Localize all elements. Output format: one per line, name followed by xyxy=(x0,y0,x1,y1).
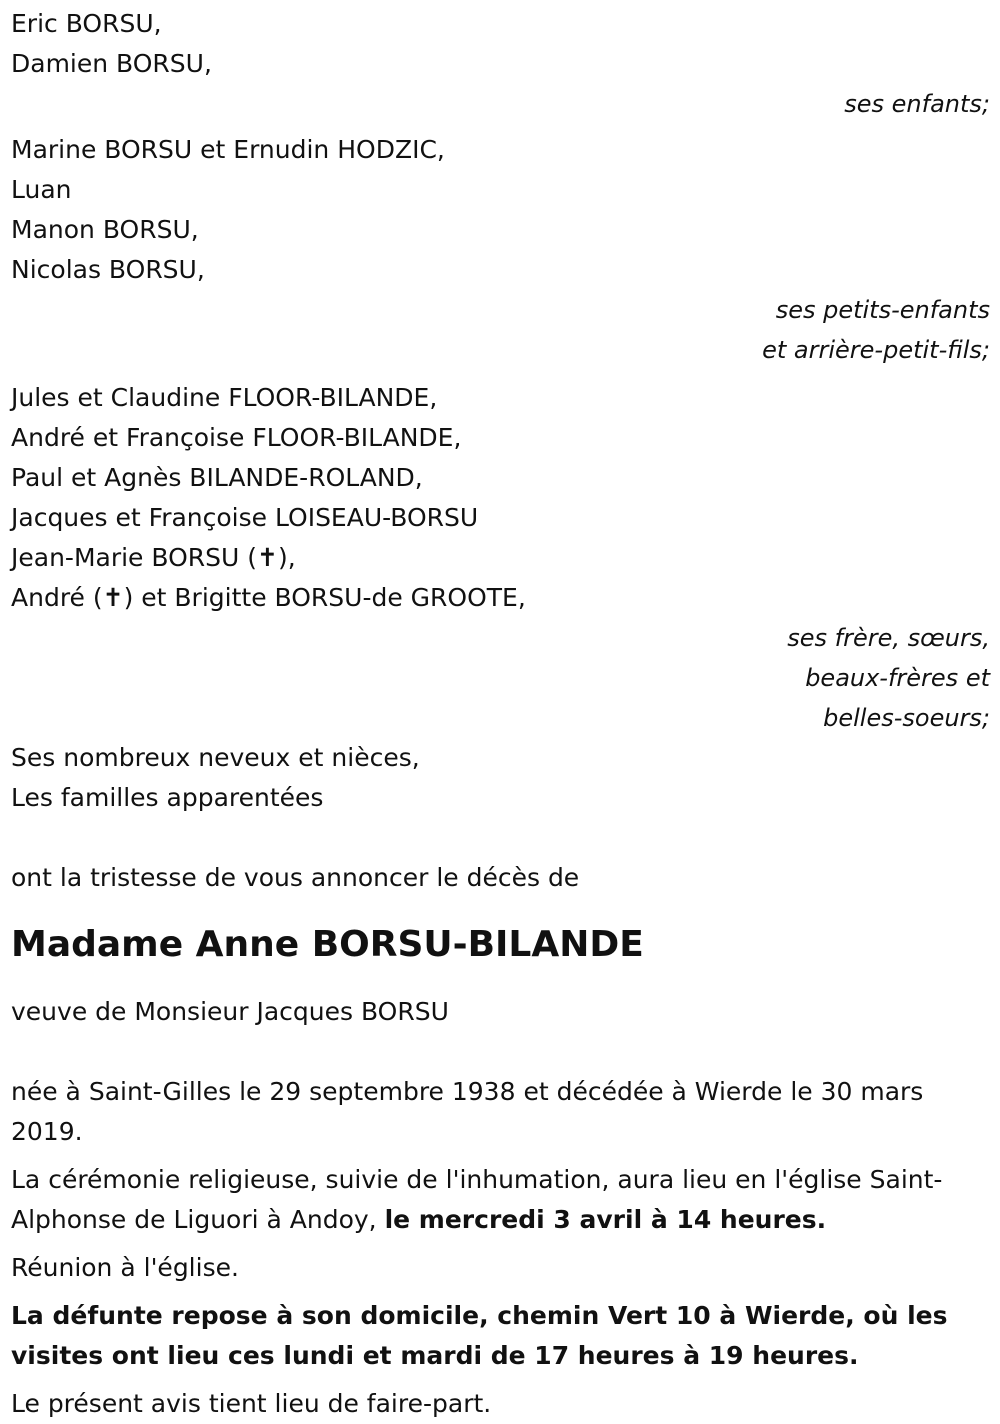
name-line: Les familles apparentées xyxy=(11,783,324,812)
ceremony-details: La cérémonie religieuse, suivie de l'inhumation, aura lieu en l'église Saint-Alphonse de Liguori à Andoy, xyxy=(11,1165,943,1234)
name-line: Paul et Agnès BILANDE-ROLAND, xyxy=(11,463,423,492)
children-section xyxy=(11,4,990,124)
deceased-name: Madame Anne BORSU-BILANDE xyxy=(11,924,644,965)
visits-text: La défunte repose à son domicile, chemin Vert 10 à Wierde, où les visites ont lieu ces lundi et mardi de 17 heures à 19 heures. xyxy=(11,1301,948,1370)
relation-label: ses frère, sœurs, xyxy=(787,624,990,652)
meeting-text: Réunion à l'église. xyxy=(11,1253,239,1282)
name-line: Nicolas BORSU, xyxy=(11,255,205,284)
name-line: André (✝) et Brigitte BORSU-de GROOTE, xyxy=(11,583,526,612)
name-line: Jacques et Françoise LOISEAU-BORSU xyxy=(11,503,479,532)
name-line: Manon BORSU, xyxy=(11,215,199,244)
relation-label: belles-soeurs; xyxy=(823,704,990,732)
relation-label: beaux-frères et xyxy=(805,664,990,692)
name-line: Marine BORSU et Ernudin HODZIC, xyxy=(11,135,445,164)
relation-label: ses enfants; xyxy=(844,90,990,118)
ceremony-date: le mercredi 3 avril à 14 heures. xyxy=(384,1205,827,1234)
extended-family-section xyxy=(11,738,990,818)
ceremony-text xyxy=(11,1160,990,1240)
name-line: Eric BORSU, xyxy=(11,9,162,38)
siblings-section xyxy=(11,378,990,738)
name-line: André et Françoise FLOOR-BILANDE, xyxy=(11,423,462,452)
relation-label: et arrière-petit-fils; xyxy=(762,336,990,364)
grandchildren-section xyxy=(11,130,990,370)
widow-of-text: veuve de Monsieur Jacques BORSU xyxy=(11,997,449,1026)
name-line: Jean-Marie BORSU (✝), xyxy=(11,543,296,572)
name-line: Luan xyxy=(11,175,72,204)
obituary-notice xyxy=(11,4,990,1424)
name-line: Damien BORSU, xyxy=(11,49,212,78)
name-line: Jules et Claudine FLOOR-BILANDE, xyxy=(11,383,438,412)
birth-death-text: née à Saint-Gilles le 29 septembre 1938 et décédée à Wierde le 30 mars 2019. xyxy=(11,1077,924,1146)
relation-label: ses petits-enfants xyxy=(775,296,990,324)
announcement-text: ont la tristesse de vous annoncer le décès de xyxy=(11,863,580,892)
name-line: Ses nombreux neveux et nièces, xyxy=(11,743,420,772)
notice-text: Le présent avis tient lieu de faire-part. xyxy=(11,1389,492,1418)
